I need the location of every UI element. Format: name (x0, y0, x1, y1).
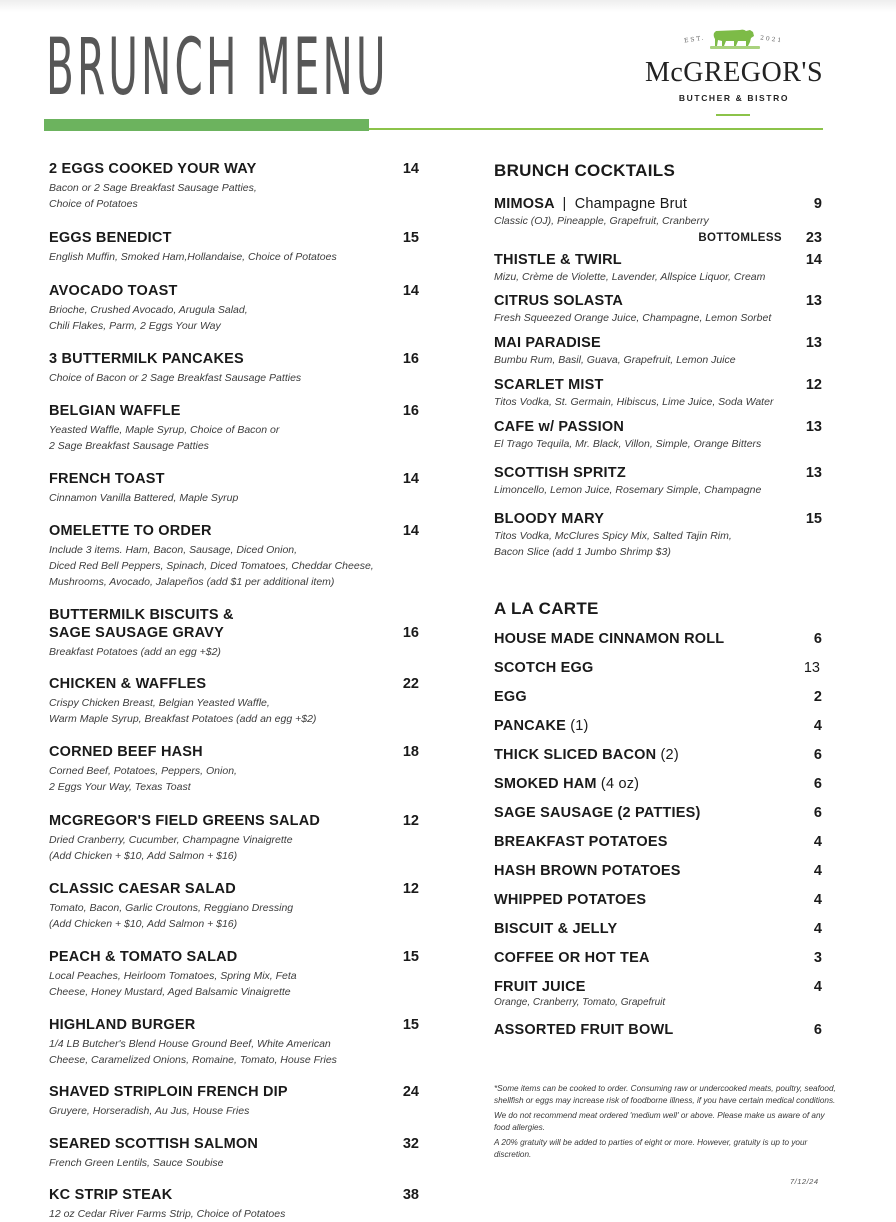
item-name: BELGIAN WAFFLE (49, 403, 181, 419)
item-name-row (49, 229, 419, 247)
item-name (494, 717, 824, 735)
description-line: Diced Red Bell Peppers, Spinach, Diced Tomatoes, Cheddar Cheese, (49, 560, 374, 572)
description-line: Crispy Chicken Breast, Belgian Yeasted Waffle, (49, 697, 270, 709)
item-description (49, 968, 419, 1000)
menu-item (49, 1083, 419, 1119)
item-portion: (2) (656, 747, 679, 763)
item-price: 16 (402, 351, 419, 367)
description-line: Tomato, Bacon, Garlic Croutons, Reggiano Dressing (49, 902, 294, 914)
logo-subtitle: BUTCHER & BISTRO (678, 93, 790, 103)
menu-item (49, 948, 419, 1000)
menu-item (494, 949, 824, 967)
item-price: 4 (813, 979, 822, 995)
item-description (49, 542, 419, 590)
description-line: Local Peaches, Heirloom Tomatoes, Spring Mix, Feta (49, 970, 297, 982)
item-variant: Champagne Brut (574, 196, 688, 212)
description-line: 12 oz Cedar River Farms Strip, Choice of Potatoes (49, 1208, 286, 1220)
item-price: 12 (805, 377, 822, 393)
item-price: 6 (813, 631, 822, 647)
menu-item (49, 675, 419, 727)
item-price: 4 (813, 921, 822, 937)
menu-item (49, 282, 419, 334)
menu-item (494, 659, 824, 677)
item-name-text: SMOKED HAM (494, 776, 597, 792)
item-name: FRENCH TOAST (49, 471, 165, 487)
description-line: Corned Beef, Potatoes, Peppers, Onion, (49, 765, 237, 777)
footnote-paragraph: A 20% gratuity will be added to parties of eight or more. However, gratuity is up to your discretion. (494, 1138, 808, 1159)
item-name-text: BISCUIT & JELLY (494, 921, 618, 937)
description-line: 2 Sage Breakfast Sausage Patties (49, 440, 209, 452)
menu-item (494, 464, 824, 498)
item-price: 14 (402, 283, 419, 299)
item-price: 6 (813, 1022, 822, 1038)
description-line: Gruyere, Horseradish, Au Jus, House Fries (49, 1105, 250, 1117)
bottomless-price: 23 (805, 230, 822, 246)
item-description (49, 490, 419, 506)
item-description (49, 832, 419, 864)
item-price: 22 (402, 676, 419, 692)
menu-item (494, 862, 824, 880)
description-line: (Add Chicken + $10, Add Salmon + $16) (49, 918, 238, 930)
item-name-row (49, 880, 419, 898)
item-price: 32 (402, 1136, 419, 1152)
item-description (49, 1103, 419, 1119)
item-name: MIMOSA (494, 196, 555, 212)
item-name: CHICKEN & WAFFLES (49, 676, 207, 692)
item-price: 6 (813, 776, 822, 792)
item-name (494, 949, 824, 967)
cocktails-heading: BRUNCH COCKTAILS (494, 161, 676, 180)
footnotes (494, 1083, 839, 1164)
item-price: 14 (402, 523, 419, 539)
menu-item (49, 522, 419, 590)
menu-item (494, 334, 824, 368)
item-name (494, 746, 824, 764)
item-name-row (49, 470, 419, 488)
item-description (494, 310, 824, 326)
menu-item (49, 1016, 419, 1068)
menu-item (494, 688, 824, 706)
item-name-text: BREAKFAST POTATOES (494, 834, 668, 850)
item-description (49, 180, 419, 212)
description-line: Cheese, Caramelized Onions, Romaine, Tomato, House Fries (49, 1054, 337, 1066)
item-name-row (49, 743, 419, 761)
item-name: AVOCADO TOAST (49, 283, 178, 299)
description-line: Yeasted Waffle, Maple Syrup, Choice of Bacon or (49, 424, 280, 436)
menu-item (494, 292, 824, 326)
description-line: Warm Maple Syrup, Breakfast Potatoes (add an egg +$2) (49, 713, 317, 725)
logo-divider (716, 114, 750, 116)
item-price: 13 (805, 335, 822, 351)
item-price: 38 (402, 1187, 419, 1203)
menu-item (494, 775, 824, 793)
item-name: 2 EGGS COOKED YOUR WAY (49, 161, 257, 177)
item-name: EGGS BENEDICT (49, 230, 172, 246)
description-line: 1/4 LB Butcher's Blend House Ground Beef, White American (49, 1038, 331, 1050)
item-description (494, 436, 824, 452)
item-price: 14 (402, 161, 419, 177)
item-name (494, 688, 824, 706)
item-description (49, 249, 419, 265)
description-line: Bacon or 2 Sage Breakfast Sausage Patties, (49, 182, 257, 194)
menu-item (494, 978, 824, 1009)
menu-item (49, 160, 419, 212)
item-name: MAI PARADISE (494, 335, 601, 351)
menu-item (494, 418, 824, 452)
item-price: 16 (402, 625, 419, 641)
item-name (494, 804, 824, 822)
page-title: BRUNCH MENU (46, 23, 389, 113)
item-name: SHAVED STRIPLOIN FRENCH DIP (49, 1084, 288, 1100)
description-line: El Trago Tequila, Mr. Black, Villon, Simple, Orange Bitters (494, 438, 762, 450)
item-name-text: FRUIT JUICE (494, 979, 586, 995)
menu-item (494, 630, 824, 648)
item-price: 9 (813, 196, 822, 212)
item-name (494, 1021, 824, 1039)
item-name: PEACH & TOMATO SALAD (49, 949, 238, 965)
description-line: Include 3 items. Ham, Bacon, Sausage, Diced Onion, (49, 544, 298, 556)
item-portion: (1) (566, 718, 589, 734)
menu-item (49, 229, 419, 265)
item-name: CORNED BEEF HASH (49, 744, 203, 760)
description-line: Mizu, Crème de Violette, Lavender, Allspice Liquor, Cream (494, 271, 766, 283)
item-price: 4 (813, 718, 822, 734)
item-name: SAGE SAUSAGE GRAVY (49, 625, 224, 641)
description-line: Dried Cranberry, Cucumber, Champagne Vinaigrette (49, 834, 293, 846)
footnote-paragraph: We do not recommend meat ordered 'medium well' or above. Please make us aware of any food allergies. (494, 1111, 825, 1132)
item-name-row (49, 402, 419, 420)
item-name: KC STRIP STEAK (49, 1187, 173, 1203)
description-line: English Muffin, Smoked Ham,Hollandaise, Choice of Potatoes (49, 251, 337, 263)
item-price: 13 (805, 419, 822, 435)
item-price: 24 (402, 1084, 419, 1100)
item-name: BLOODY MARY (494, 511, 605, 527)
menu-item (494, 920, 824, 938)
description-line: French Green Lentils, Sauce Soubise (49, 1157, 224, 1169)
item-name-row (49, 1186, 419, 1204)
item-name-row (49, 522, 419, 540)
cow-icon (710, 26, 760, 50)
item-name: SCOTTISH SPRITZ (494, 465, 626, 481)
item-name: SCARLET MIST (494, 377, 604, 393)
item-name-text: HOUSE MADE CINNAMON ROLL (494, 631, 725, 647)
item-price: 4 (813, 863, 822, 879)
menu-item (494, 891, 824, 909)
item-description (494, 269, 824, 285)
description-line: Chili Flakes, Parm, 2 Eggs Your Way (49, 320, 221, 332)
item-name: CLASSIC CAESAR SALAD (49, 881, 236, 897)
item-portion: (4 oz) (596, 776, 640, 792)
menu-item (49, 1135, 419, 1171)
item-name: OMELETTE TO ORDER (49, 523, 212, 539)
item-description (494, 482, 824, 498)
item-name (494, 630, 824, 648)
logo-brand-name: McGREGOR'S (644, 57, 824, 88)
description-line: Choice of Bacon or 2 Sage Breakfast Sausage Patties (49, 372, 302, 384)
item-description (49, 1206, 419, 1222)
item-price: 13 (803, 660, 820, 676)
item-name (494, 920, 824, 938)
item-description (49, 695, 419, 727)
item-price: 15 (402, 949, 419, 965)
item-description (494, 528, 824, 560)
item-description (49, 1155, 419, 1171)
item-name-row (49, 675, 419, 693)
footnote-paragraph: *Some items can be cooked to order. Consuming raw or undercooked meats, poultry, seafood, shellfish or eggs may increase risk of foodborne illness, if you have certain medical conditions. (494, 1084, 836, 1105)
restaurant-logo (628, 26, 840, 121)
item-name-row (49, 948, 419, 966)
description-line: Bacon Slice (add 1 Jumbo Shrimp $3) (494, 546, 671, 558)
item-name: HIGHLAND BURGER (49, 1017, 196, 1033)
entrees-list (49, 160, 419, 1222)
description-line: Cinnamon Vanilla Battered, Maple Syrup (49, 492, 239, 504)
menu-item (494, 510, 824, 560)
item-name-text: ASSORTED FRUIT BOWL (494, 1022, 674, 1038)
item-name-row (49, 1135, 419, 1153)
item-name-line1: BUTTERMILK BISCUITS & (49, 607, 234, 623)
item-price: 6 (813, 805, 822, 821)
item-description: Classic (OJ), Pineapple, Grapefruit, Cranberry (494, 215, 709, 227)
item-name: SEARED SCOTTISH SALMON (49, 1136, 259, 1152)
item-price: 13 (805, 293, 822, 309)
item-price: 12 (402, 813, 419, 829)
item-price: 18 (402, 744, 419, 760)
item-description (49, 900, 419, 932)
description-line: Choice of Potatoes (49, 198, 138, 210)
item-description (49, 302, 419, 334)
header-divider (369, 128, 823, 130)
logo-year-label: 2021 (759, 34, 784, 45)
page-top-shadow (0, 0, 896, 12)
item-name-row (49, 282, 419, 300)
item-name (494, 978, 824, 996)
item-name-text: SAGE SAUSAGE (2 PATTIES) (494, 805, 701, 821)
bottomless-option (494, 229, 824, 249)
item-name-row (49, 350, 419, 368)
item-price: 15 (805, 511, 822, 527)
menu-item (494, 746, 824, 764)
item-name: 3 BUTTERMILK PANCAKES (49, 351, 244, 367)
menu-item (494, 251, 824, 285)
menu-item-mimosa (494, 195, 824, 229)
item-name-row (49, 812, 419, 830)
item-description (49, 370, 419, 386)
menu-item (49, 812, 419, 864)
item-description (49, 422, 419, 454)
description-line: Breakfast Potatoes (add an egg +$2) (49, 646, 221, 658)
item-name-text: THICK SLICED BACON (494, 747, 657, 763)
menu-item (49, 743, 419, 795)
item-price: 4 (813, 892, 822, 908)
description-line: Mushrooms, Avocado, Jalapeños (add $1 per additional item) (49, 576, 335, 588)
description-line: Brioche, Crushed Avocado, Arugula Salad, (49, 304, 248, 316)
item-name-row (49, 160, 419, 178)
menu-item (49, 1186, 419, 1222)
description-line: Limoncello, Lemon Juice, Rosemary Simple, Champagne (494, 484, 762, 496)
item-price: 2 (813, 689, 822, 705)
menu-date: 7/12/24 (790, 1177, 819, 1186)
description-line: Fresh Squeezed Orange Juice, Champagne, Lemon Sorbet (494, 312, 772, 324)
item-price: 16 (402, 403, 419, 419)
item-name (494, 775, 824, 793)
description-line: Titos Vodka, McClures Spicy Mix, Salted Tajin Rim, (494, 530, 732, 542)
item-name (494, 862, 824, 880)
item-description (49, 763, 419, 795)
item-description (494, 352, 824, 368)
item-description (49, 1036, 419, 1068)
item-name-row (49, 1083, 419, 1101)
item-price: 4 (813, 834, 822, 850)
bottomless-label: BOTTOMLESS (698, 232, 782, 244)
item-price: 15 (402, 1017, 419, 1033)
right-column (494, 160, 824, 1039)
item-name (494, 659, 824, 677)
menu-item (494, 376, 824, 410)
description-line: Titos Vodka, St. Germain, Hibiscus, Lime Juice, Soda Water (494, 396, 774, 408)
item-price: 3 (813, 950, 822, 966)
item-price: 14 (402, 471, 419, 487)
item-name-text: WHIPPED POTATOES (494, 892, 647, 908)
item-price: 15 (402, 230, 419, 246)
item-description (494, 394, 824, 410)
item-name-text: COFFEE OR HOT TEA (494, 950, 650, 966)
item-price: 12 (402, 881, 419, 897)
item-description: Orange, Cranberry, Tomato, Grapefruit (494, 997, 666, 1008)
menu-item (494, 833, 824, 851)
item-name: CAFE w/ PASSION (494, 419, 625, 435)
cocktails-list (494, 251, 824, 560)
item-name-text: PANCAKE (494, 718, 567, 734)
item-name: CITRUS SOLASTA (494, 293, 624, 309)
item-separator: | (562, 196, 567, 212)
item-description (49, 644, 419, 660)
menu-item (49, 606, 419, 660)
item-name-text: HASH BROWN POTATOES (494, 863, 681, 879)
item-name-row (49, 624, 419, 642)
item-name: MCGREGOR'S FIELD GREENS SALAD (49, 813, 321, 829)
menu-item (49, 350, 419, 386)
menu-item (49, 880, 419, 932)
a-la-carte-heading: A LA CARTE (494, 599, 599, 618)
description-line: (Add Chicken + $10, Add Salmon + $16) (49, 850, 238, 862)
title-accent-bar (44, 119, 369, 131)
menu-item (494, 1021, 824, 1039)
menu-item (49, 402, 419, 454)
item-name-row (49, 1016, 419, 1034)
description-line: Bumbu Rum, Basil, Guava, Grapefruit, Lemon Juice (494, 354, 736, 366)
item-price: 14 (805, 252, 822, 268)
a-la-carte-list (494, 630, 824, 1039)
description-line: 2 Eggs Your Way, Texas Toast (49, 781, 191, 793)
menu-item (494, 717, 824, 735)
menu-item (494, 804, 824, 822)
description-line: Cheese, Honey Mustard, Aged Balsamic Vinaigrette (49, 986, 291, 998)
item-name-text: EGG (494, 689, 527, 705)
item-name-text: SCOTCH EGG (494, 660, 594, 676)
logo-est-label: EST. (683, 34, 706, 45)
item-name: THISTLE & TWIRL (494, 252, 622, 268)
menu-item (49, 470, 419, 506)
item-name (494, 833, 824, 851)
item-name (494, 891, 824, 909)
item-price: 13 (805, 465, 822, 481)
item-price: 6 (813, 747, 822, 763)
